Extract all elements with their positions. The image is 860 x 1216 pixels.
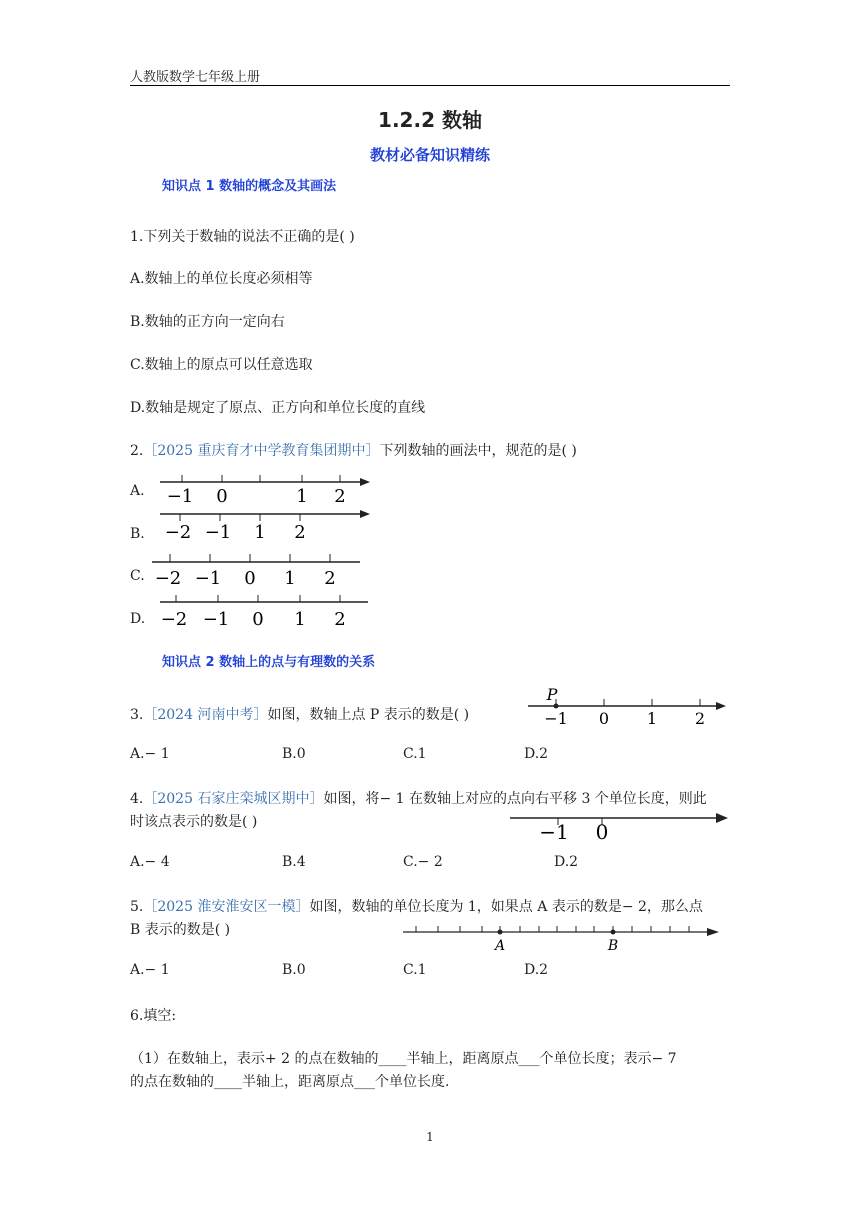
- q2-option-a-label: A.: [130, 483, 145, 499]
- q2-option-c-label: C.: [130, 568, 145, 584]
- q3-option-d: D.2: [524, 746, 549, 762]
- q3-stem: [130, 704, 469, 724]
- q5-point-b-label: B: [607, 938, 619, 954]
- q3-option-a: A.− 1: [130, 746, 170, 762]
- q6-line-2: 的点在数轴的____半轴上，距离原点___个单位长度.: [130, 1074, 450, 1090]
- q4-stem: [130, 788, 707, 808]
- knowledge-point-1: 知识点 1 数轴的概念及其画法: [162, 179, 337, 194]
- q2b-tick-label: 2: [294, 522, 306, 543]
- q4-number: 4.: [130, 791, 144, 807]
- q3-text: 如图，数轴上点 P 表示的数是( ): [267, 707, 470, 723]
- q5-option-a: A.− 1: [130, 962, 170, 978]
- q2a-tick-label: −1: [166, 486, 194, 507]
- q1-option-d: D.数轴是规定了原点、正方向和单位长度的直线: [130, 400, 426, 416]
- q2d-tick-label: 0: [252, 609, 264, 630]
- q5-stem-continued: B 表示的数是( ): [130, 922, 231, 938]
- q5-source: ［2025 淮安淮安区一模］: [143, 899, 310, 915]
- q5-option-d: D.2: [524, 962, 549, 978]
- q4-tick-label: 0: [595, 820, 609, 844]
- knowledge-point-2: 知识点 2 数轴上的点与有理数的关系: [162, 655, 376, 670]
- q2a-tick-label: 1: [296, 486, 308, 507]
- q3-tick-label: 1: [646, 709, 658, 726]
- q2-numberline-c: [152, 550, 367, 590]
- q2c-tick-label: −2: [154, 568, 182, 589]
- q2c-tick-label: 1: [284, 568, 296, 589]
- header-divider: [130, 85, 730, 86]
- q2-option-b-label: B.: [130, 526, 145, 542]
- q2-source: ［2025 重庆育才中学教育集团期中］: [143, 443, 380, 459]
- q1-stem: 1.下列关于数轴的说法不正确的是( ): [130, 229, 355, 245]
- q2b-tick-label: −2: [164, 522, 192, 543]
- q3-number: 3.: [130, 707, 144, 723]
- q2c-tick-label: −1: [194, 568, 222, 589]
- q2a-tick-label: 2: [334, 486, 346, 507]
- q5-number: 5.: [130, 899, 144, 915]
- q2a-tick-label: 0: [216, 486, 228, 507]
- q2d-tick-label: 1: [294, 609, 306, 630]
- q4-option-a: A.− 4: [130, 854, 170, 870]
- q5-option-b: B.0: [282, 962, 306, 978]
- q2d-tick-label: −2: [160, 609, 188, 630]
- page-number: 1: [426, 1130, 434, 1144]
- q3-tick-label: 2: [694, 709, 706, 726]
- page-title: 1.2.2 数轴: [378, 108, 482, 132]
- q2b-tick-label: −1: [204, 522, 232, 543]
- q3-tick-label: 0: [598, 709, 610, 726]
- q2-numberline-b: [160, 508, 375, 544]
- q2c-tick-label: 0: [244, 568, 256, 589]
- q4-option-b: B.4: [282, 854, 306, 870]
- q4-option-d: D.2: [554, 854, 579, 870]
- q3-point-label: P: [546, 686, 558, 704]
- q4-source: ［2025 石家庄栾城区期中］: [143, 791, 324, 807]
- q2-text: 下列数轴的画法中，规范的是( ): [379, 443, 577, 459]
- q5-stem: [130, 896, 703, 916]
- q2-stem: [130, 440, 577, 460]
- q2-option-d-label: D.: [130, 611, 146, 627]
- q2d-tick-label: −1: [202, 609, 230, 630]
- q4-numberline: [510, 808, 732, 844]
- q2d-tick-label: 2: [334, 609, 346, 630]
- q1-option-c: C.数轴上的原点可以任意选取: [130, 357, 313, 373]
- q2-numberline-d: [160, 592, 375, 632]
- q2-number: 2.: [130, 443, 144, 459]
- q6-line-1: （1）在数轴上，表示+ 2 的点在数轴的____半轴上，距离原点___个单位长度；表示− 7: [130, 1051, 677, 1067]
- q4-stem-continued: 时该点表示的数是( ): [130, 814, 258, 830]
- q3-numberline: [528, 686, 733, 726]
- q2-numberline-a: [160, 472, 375, 508]
- q4-tick-label: −1: [539, 820, 569, 844]
- q3-source: ［2024 河南中考］: [143, 707, 268, 723]
- q6-stem: 6.填空:: [130, 1008, 177, 1024]
- q5-option-c: C.1: [403, 962, 427, 978]
- section-subtitle: 教材必备知识精练: [369, 146, 490, 164]
- q1-option-a: A.数轴上的单位长度必须相等: [130, 271, 313, 287]
- q1-option-b: B.数轴的正方向一定向右: [130, 314, 285, 330]
- q4-option-c: C.− 2: [403, 854, 443, 870]
- header-title: 人教版数学七年级上册: [130, 70, 261, 85]
- q3-option-b: B.0: [282, 746, 306, 762]
- q2b-tick-label: 1: [254, 522, 266, 543]
- q5-point-a-label: A: [494, 938, 506, 954]
- q5-text: 如图，数轴的单位长度为 1，如果点 A 表示的数是− 2，那么点: [309, 899, 703, 915]
- q3-option-c: C.1: [403, 746, 427, 762]
- q2c-tick-label: 2: [324, 568, 336, 589]
- q4-text: 如图，将− 1 在数轴上对应的点向右平移 3 个单位长度，则此: [323, 791, 707, 807]
- q5-numberline: [403, 918, 723, 954]
- q3-tick-label: −1: [544, 709, 568, 726]
